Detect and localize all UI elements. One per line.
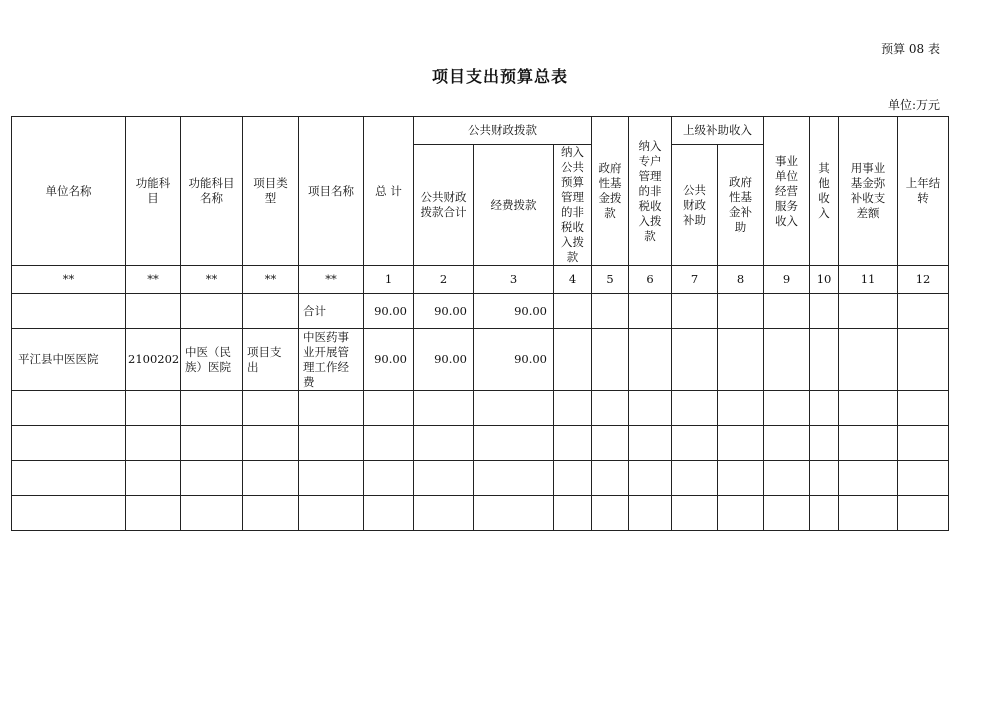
- cell-total: 90.00: [364, 329, 414, 391]
- header-project-name: 项目名称: [299, 117, 364, 266]
- code-cell: 3: [474, 266, 554, 294]
- empty-row: [12, 461, 949, 496]
- header-total: 总 计: [364, 117, 414, 266]
- header-expense-allot: 经费拨款: [474, 145, 554, 266]
- code-cell: 10: [810, 266, 839, 294]
- code-cell: 11: [839, 266, 898, 294]
- code-cell: 6: [629, 266, 672, 294]
- total-expense-amount: 90.00: [474, 294, 554, 329]
- header-pf-total: 公共财政 拨款合计: [414, 145, 474, 266]
- header-public-finance: 公共财政拨款: [414, 117, 592, 145]
- column-code-row: [12, 266, 949, 294]
- header-superior-subsidy: 上级补助收入: [672, 117, 764, 145]
- form-code: 预算 08 表: [881, 42, 940, 56]
- page-title: 项目支出预算总表: [431, 67, 568, 86]
- total-amount: 90.00: [364, 294, 414, 329]
- cell-unit-name: 平江县中医医院: [12, 329, 126, 391]
- code-cell: **: [181, 266, 243, 294]
- cell-project-type: 项目支 出: [243, 329, 299, 391]
- code-cell: 5: [592, 266, 629, 294]
- header-gov-fund-subsidy: 政府 性基 金补 助: [718, 145, 764, 266]
- cell-project-name: 中医药事 业开展管 理工作经 费: [299, 329, 364, 391]
- header-other-income: 其 他 收 入: [810, 117, 839, 266]
- header-special-nontax: 纳入 专户 管理 的非 税收 入拨 款: [629, 117, 672, 266]
- cell-pf-total: 90.00: [414, 329, 474, 391]
- unit-label: 单位:万元: [887, 98, 940, 112]
- header-carryover: 上年结 转: [898, 117, 949, 266]
- cell-func-subject-name: 中医（民 族）医院: [181, 329, 243, 391]
- header-unit-name: 单位名称: [12, 117, 126, 266]
- budget-table: [11, 116, 949, 531]
- empty-row: [12, 391, 949, 426]
- table-row: [12, 329, 949, 391]
- code-cell: 1: [364, 266, 414, 294]
- code-cell: 9: [764, 266, 810, 294]
- total-pf-amount: 90.00: [414, 294, 474, 329]
- total-label: 合计: [299, 294, 364, 329]
- cell-func-subject: 2100202: [126, 329, 181, 391]
- empty-row: [12, 426, 949, 461]
- code-cell: **: [12, 266, 126, 294]
- code-cell: 2: [414, 266, 474, 294]
- header-func-subject: 功能科 目: [126, 117, 181, 266]
- header-project-type: 项目类 型: [243, 117, 299, 266]
- header-gov-fund: 政府 性基 金拨 款: [592, 117, 629, 266]
- header-budget-nontax: 纳入 公共 预算 管理 的非 税收 入拨 款: [554, 145, 592, 266]
- code-cell: **: [299, 266, 364, 294]
- code-cell: **: [126, 266, 181, 294]
- code-cell: 12: [898, 266, 949, 294]
- header-func-subject-name: 功能科目 名称: [181, 117, 243, 266]
- header-public-subsidy: 公共 财政 补助: [672, 145, 718, 266]
- code-cell: 8: [718, 266, 764, 294]
- code-cell: 4: [554, 266, 592, 294]
- empty-row: [12, 496, 949, 531]
- code-cell: 7: [672, 266, 718, 294]
- header-fund-diff: 用事业 基金弥 补收支 差额: [839, 117, 898, 266]
- code-cell: **: [243, 266, 299, 294]
- header-business-income: 事业 单位 经营 服务 收入: [764, 117, 810, 266]
- total-row: [12, 294, 949, 329]
- cell-expense: 90.00: [474, 329, 554, 391]
